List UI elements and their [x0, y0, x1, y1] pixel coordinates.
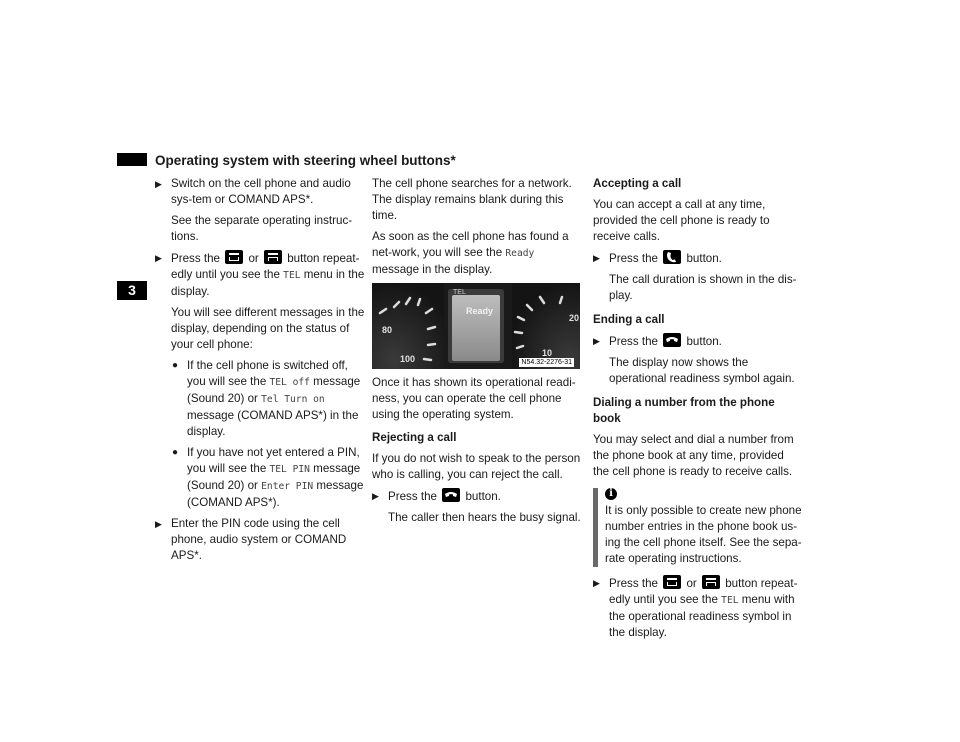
- paragraph: You can accept a call at any time, provided the cell phone is ready to receive calls.: [593, 198, 770, 243]
- paragraph: As soon as the cell phone has found a net-work, you will see the Ready message in the display.: [372, 230, 569, 276]
- step-reject: ▶ Press the button.: [372, 490, 501, 503]
- arrow-icon: ▶: [155, 519, 162, 529]
- tel-label: TEL: [453, 289, 466, 296]
- page-title: Operating system with steering wheel buttons*: [155, 153, 456, 168]
- bullet-item: ● If the cell phone is switched off, you will see the TEL off message (Sound 20) or Tel Turn on message (COMAND APS*) in the display.: [172, 359, 361, 438]
- paragraph: You may select and dial a number from the phone book at any time, provided the cell phone is ready to receive calls.: [593, 433, 794, 478]
- display-text: Tel Turn on: [261, 394, 325, 405]
- column-3: [593, 176, 803, 646]
- instrument-cluster-illustration: [372, 283, 580, 369]
- arrow-icon: ▶: [372, 491, 379, 501]
- bullet-item: ● If you have not yet entered a PIN, you will see the TEL PIN message (Sound 20) or Enter PIN message (COMAND APS*).: [172, 446, 364, 509]
- info-box: [593, 488, 803, 567]
- display-text: Enter PIN: [261, 481, 314, 492]
- step-note: See the separate operating instruc-tions.: [171, 214, 353, 243]
- paragraph: The cell phone searches for a network. The display remains blank during this time.: [372, 177, 572, 222]
- arrow-icon: ▶: [593, 253, 600, 263]
- arrow-icon: ▶: [593, 578, 600, 588]
- info-text: It is only possible to create new phone number entries in the phone book us-ing the cell phone itself. See the sepa-rate operating instructions.: [605, 504, 802, 565]
- step-switch-on: ▶ Switch on the cell phone and audio sys-tem or COMAND APS*.: [155, 177, 351, 206]
- menu-up-button-icon: [663, 575, 681, 589]
- end-heading: Ending a call: [593, 313, 665, 326]
- pick-up-button-icon: [663, 250, 681, 264]
- menu-up-button-icon: [225, 250, 243, 264]
- step-note: The display now shows the operational readiness symbol again.: [609, 356, 795, 385]
- hang-up-button-icon: [663, 333, 681, 347]
- display-text: TEL: [283, 270, 301, 281]
- rejecting-heading: Rejecting a call: [372, 431, 457, 444]
- dial-heading: Dialing a number from the phone book: [593, 396, 775, 425]
- column-1: [155, 176, 365, 569]
- display-text: TEL: [721, 595, 739, 606]
- arrow-icon: ▶: [155, 253, 162, 263]
- display-text: Ready: [505, 248, 535, 259]
- step-note: The call duration is shown in the dis-play.: [609, 273, 797, 302]
- gauge-label-20: 20: [569, 313, 580, 323]
- step-press-button: ▶ Press the or button repeat-edly until you see the TEL menu with the operational readiness symbol in the display.: [593, 577, 798, 639]
- step-end: ▶ Press the button.: [593, 335, 722, 348]
- info-bar: [593, 488, 598, 567]
- bullet-icon: ●: [172, 447, 179, 458]
- paragraph: If you do not wish to speak to the person who is calling, you can reject the call.: [372, 452, 581, 481]
- figure-code: N54.32-2276-31: [521, 359, 572, 366]
- bullet-icon: ●: [172, 360, 179, 371]
- chapter-number: 3: [117, 281, 147, 300]
- gauge-label-100: 100: [400, 354, 416, 364]
- gauge-label-80: 80: [382, 325, 393, 335]
- step-enter-pin: ▶ Enter the PIN code using the cell phone, audio system or COMAND APS*.: [155, 517, 347, 562]
- ready-label: Ready: [466, 306, 494, 316]
- step-press-button: ▶ Press the or button repeat-edly until you see the TEL menu in the display.: [155, 252, 365, 298]
- instrument-cluster-photo: [372, 283, 580, 369]
- header-tab-marker: [117, 153, 147, 166]
- step-note: The caller then hears the busy signal.: [388, 511, 581, 524]
- info-icon: i: [605, 488, 617, 500]
- menu-down-button-icon: [264, 250, 282, 264]
- accept-heading: Accepting a call: [593, 177, 682, 190]
- column-2: [372, 176, 582, 531]
- display-text: TEL off: [269, 377, 310, 388]
- hang-up-button-icon: [442, 488, 460, 502]
- paragraph: Once it has shown its operational readi-ness, you can operate the cell phone using the operating system.: [372, 376, 576, 421]
- step-accept: ▶ Press the button.: [593, 252, 722, 265]
- arrow-icon: ▶: [593, 336, 600, 346]
- display-text: TEL PIN: [269, 464, 310, 475]
- arrow-icon: ▶: [155, 179, 162, 189]
- menu-down-button-icon: [702, 575, 720, 589]
- step-note: You will see different messages in the display, depending on the status of your cell phone:: [171, 306, 365, 351]
- gauge-label-10: 10: [542, 348, 553, 358]
